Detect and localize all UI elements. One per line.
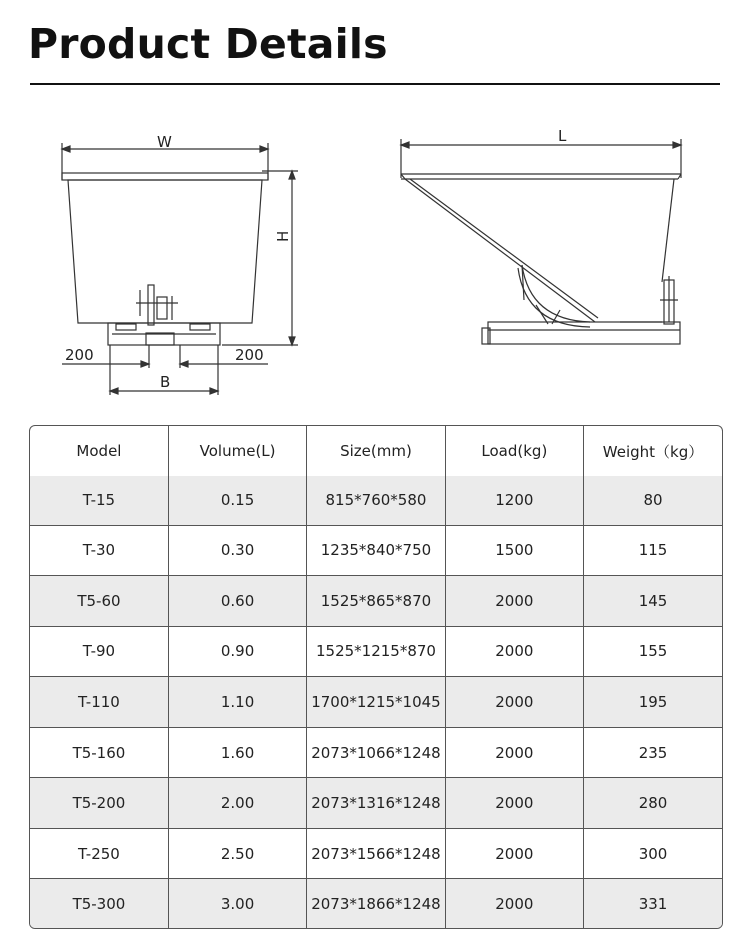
column-header: Model (30, 426, 168, 476)
table-row (30, 576, 722, 627)
table-cell: 2000 (445, 828, 583, 879)
table-cell: 0.90 (168, 626, 306, 677)
table-cell: 155 (584, 626, 722, 677)
table-cell: 80 (584, 476, 722, 525)
table-cell: 815*760*580 (307, 476, 445, 525)
right-offset-label: 200 (235, 346, 264, 364)
table-cell: T-15 (30, 476, 168, 525)
table-cell: 2000 (445, 626, 583, 677)
table-cell: 115 (584, 525, 722, 576)
table-cell: 2000 (445, 576, 583, 627)
table-cell: 235 (584, 727, 722, 778)
table-cell: T-30 (30, 525, 168, 576)
table-cell: 2073*1566*1248 (307, 828, 445, 879)
table-cell: T-110 (30, 677, 168, 728)
table-cell: 0.60 (168, 576, 306, 627)
table-cell: 2073*1316*1248 (307, 778, 445, 829)
table-cell: 2000 (445, 778, 583, 829)
table-cell: T-90 (30, 626, 168, 677)
column-header: Size(mm) (307, 426, 445, 476)
column-header: Load(kg) (445, 426, 583, 476)
length-label: L (558, 127, 567, 145)
table-cell: 1235*840*750 (307, 525, 445, 576)
table-row (30, 727, 722, 778)
table-cell: 2.50 (168, 828, 306, 879)
table-cell: 2073*1866*1248 (307, 879, 445, 928)
title-divider (30, 83, 720, 85)
table-cell: 1500 (445, 525, 583, 576)
table-cell: 2000 (445, 879, 583, 928)
side-view-drawing (401, 139, 681, 344)
table-cell: 280 (584, 778, 722, 829)
height-label: H (274, 230, 292, 242)
table-cell: 0.30 (168, 525, 306, 576)
left-offset-label: 200 (65, 346, 94, 364)
table-cell: 145 (584, 576, 722, 627)
table-cell: 1700*1215*1045 (307, 677, 445, 728)
table-cell: 2073*1066*1248 (307, 727, 445, 778)
table-row (30, 677, 722, 728)
table-cell: 300 (584, 828, 722, 879)
table-row (30, 525, 722, 576)
width-label: W (157, 133, 172, 151)
table-cell: 331 (584, 879, 722, 928)
table-row (30, 778, 722, 829)
table-cell: 2000 (445, 727, 583, 778)
table-header-row (30, 426, 722, 476)
table-row (30, 476, 722, 525)
table-cell: T5-200 (30, 778, 168, 829)
table-row (30, 626, 722, 677)
table-cell: 0.15 (168, 476, 306, 525)
table-row (30, 879, 722, 928)
table-cell: 1525*865*870 (307, 576, 445, 627)
table-cell: T-250 (30, 828, 168, 879)
technical-drawing (0, 100, 750, 400)
spec-table (29, 425, 723, 929)
table-cell: 1200 (445, 476, 583, 525)
table-row (30, 828, 722, 879)
table-cell: 1525*1215*870 (307, 626, 445, 677)
table-body (30, 476, 722, 928)
column-header: Volume(L) (168, 426, 306, 476)
table-cell: 1.10 (168, 677, 306, 728)
table-cell: 3.00 (168, 879, 306, 928)
table-cell: T5-300 (30, 879, 168, 928)
column-header: Weight（kg） (602, 442, 704, 461)
table-cell: 2.00 (168, 778, 306, 829)
base-label: B (160, 373, 171, 391)
table-cell: T5-60 (30, 576, 168, 627)
table-cell: 195 (584, 677, 722, 728)
table-cell: 1.60 (168, 727, 306, 778)
page-title: Product Details (28, 20, 388, 68)
table-cell: 2000 (445, 677, 583, 728)
table-cell: T5-160 (30, 727, 168, 778)
